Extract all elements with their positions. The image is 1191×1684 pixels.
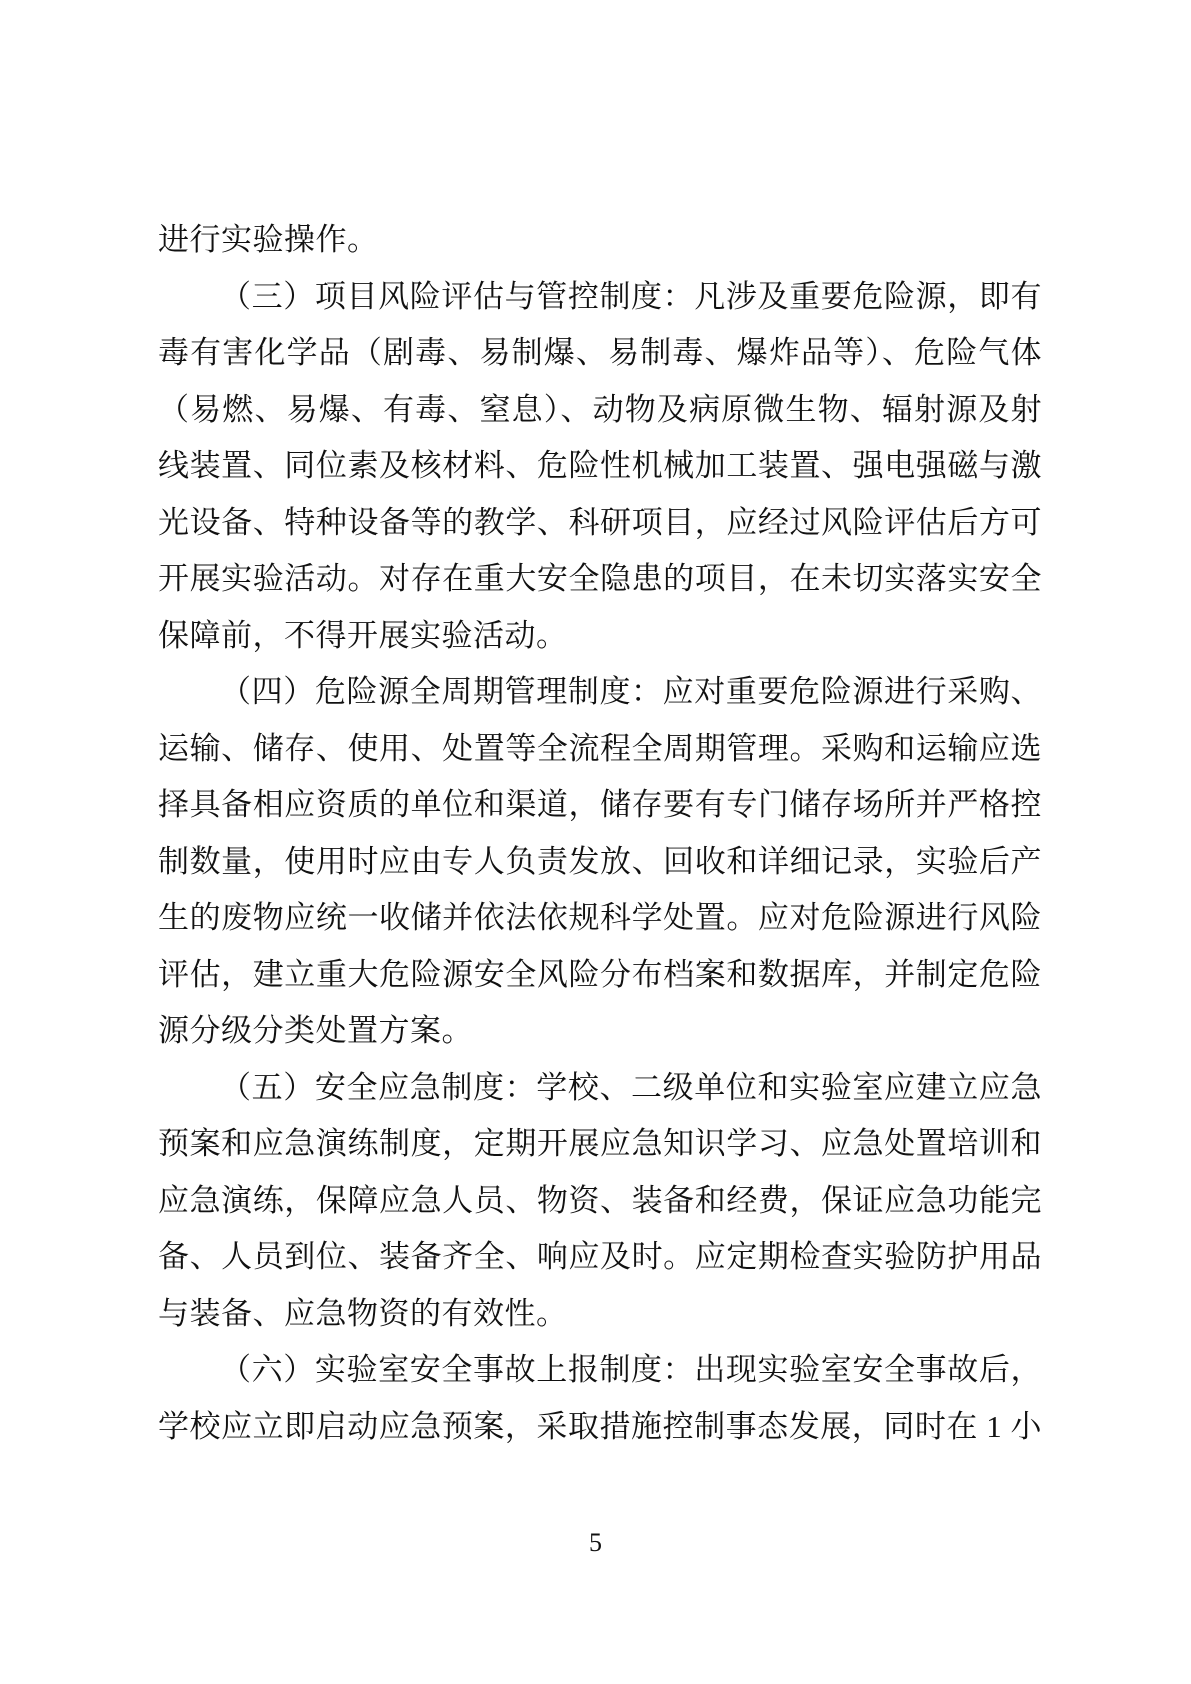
text-line: 进行实验操作。 bbox=[158, 222, 379, 257]
text-line: 备、人员到位、装备齐全、响应及时。应定期检查实验防护用品 bbox=[158, 1239, 1042, 1274]
text-line: （易燃、易爆、有毒、窒息）、动物及病原微生物、辐射源及射 bbox=[158, 391, 1042, 427]
text-line: 开展实验活动。对存在重大安全隐患的项目，在未切实落实安全 bbox=[158, 561, 1042, 596]
text-line: 预案和应急演练制度，定期开展应急知识学习、应急处置培训和 bbox=[158, 1126, 1042, 1161]
text-line: 学校应立即启动应急预案，采取措施控制事态发展，同时在 1 小 bbox=[158, 1408, 1042, 1444]
text-line: 评估，建立重大危险源安全风险分布档案和数据库，并制定危险 bbox=[158, 956, 1042, 992]
page-number: 5 bbox=[589, 1528, 602, 1557]
text-line: （五）安全应急制度：学校、二级单位和实验室应建立应急 bbox=[220, 1069, 1042, 1105]
text-line: 与装备、应急物资的有效性。 bbox=[158, 1295, 568, 1331]
text-line: 运输、储存、使用、处置等全流程全周期管理。采购和运输应选 bbox=[158, 730, 1042, 766]
text-line: 源分级分类处置方案。 bbox=[158, 1013, 473, 1048]
text-line: 制数量，使用时应由专人负责发放、回收和详细记录，实验后产 bbox=[158, 843, 1042, 879]
text-line: 择具备相应资质的单位和渠道，储存要有专门储存场所并严格控 bbox=[158, 787, 1042, 822]
text-line: 光设备、特种设备等的教学、科研项目，应经过风险评估后方可 bbox=[158, 504, 1042, 540]
text-line: 毒有害化学品（剧毒、易制爆、易制毒、爆炸品等）、危险气体 bbox=[158, 335, 1042, 370]
text-line: （四）危险源全周期管理制度：应对重要危险源进行采购、 bbox=[220, 674, 1042, 709]
text-line: 生的废物应统一收储并依法依规科学处置。应对危险源进行风险 bbox=[158, 900, 1042, 935]
document-body bbox=[158, 212, 1042, 1455]
text-line: 保障前，不得开展实验活动。 bbox=[158, 617, 568, 653]
text-line: （三）项目风险评估与管控制度：凡涉及重要危险源，即有 bbox=[220, 278, 1042, 314]
text-line: （六）实验室安全事故上报制度：出现实验室安全事故后， bbox=[220, 1352, 1042, 1387]
text-line: 线装置、同位素及核材料、危险性机械加工装置、强电强磁与激 bbox=[158, 448, 1042, 483]
text-line: 应急演练，保障应急人员、物资、装备和经费，保证应急功能完 bbox=[158, 1182, 1042, 1218]
